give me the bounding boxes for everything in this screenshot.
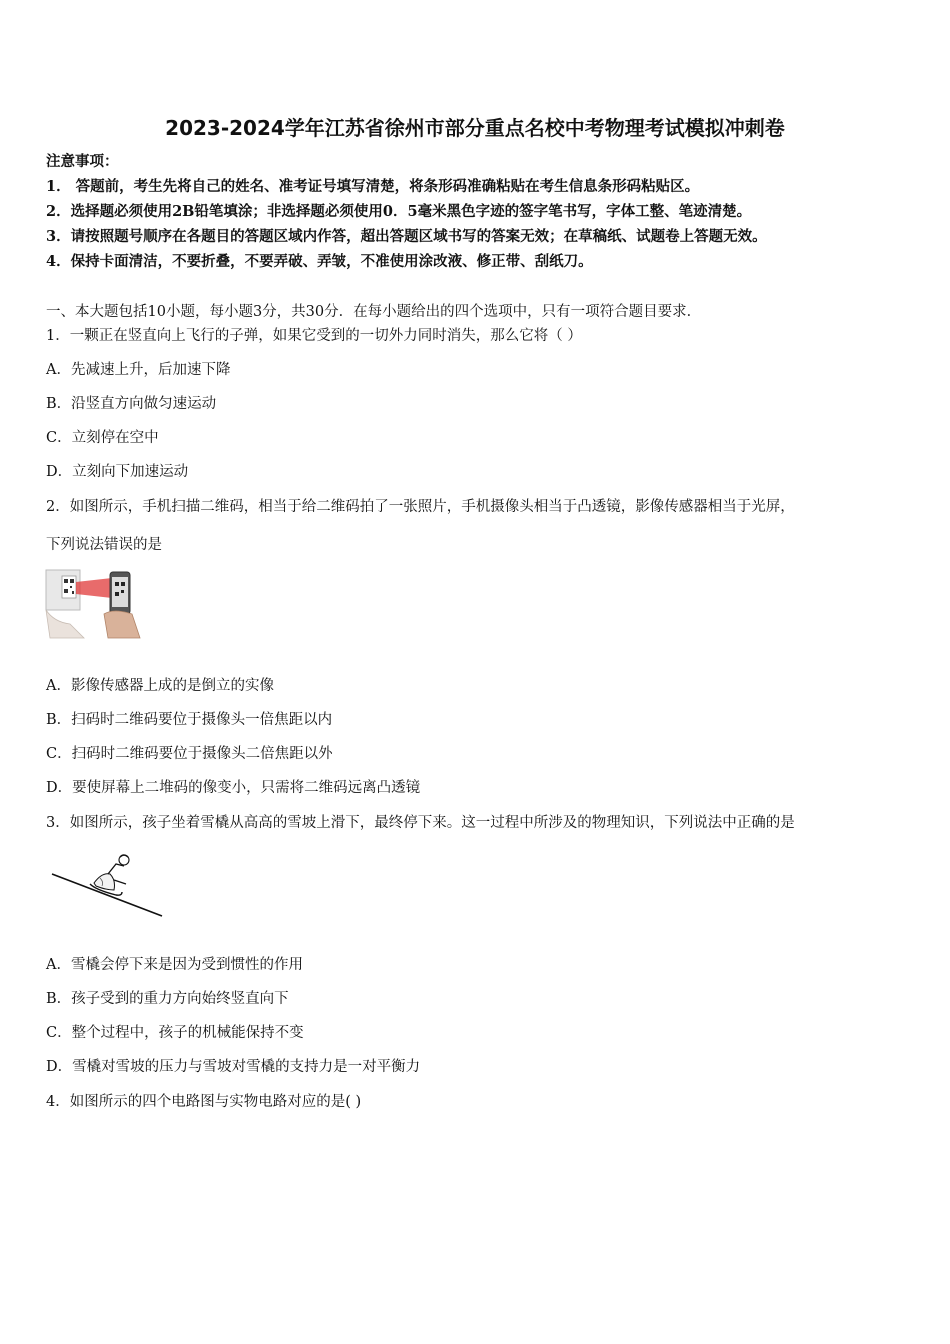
q2-stem-line-1: 2．如图所示，手机扫描二维码，相当于给二维码拍了一张照片，手机摄像头相当于凸透镜，影像传感器相当于光屏， xyxy=(46,499,795,515)
q3-stem: 3．如图所示，孩子坐着雪橇从高高的雪坡上滑下，最终停下来。这一过程中所涉及的物理知识，下列说法中正确的是 xyxy=(46,815,795,831)
q3-option-b: B．孩子受到的重力方向始终竖直向下 xyxy=(46,991,289,1007)
q2-option-a: A．影像传感器上成的是倒立的实像 xyxy=(46,678,274,694)
exam-title: 2023-2024学年江苏省徐州市部分重点名校中考物理考试模拟冲刺卷 xyxy=(165,116,785,140)
q2-option-d: D．要使屏幕上二堆码的像变小，只需将二维码远离凸透镜 xyxy=(46,780,421,796)
q3-option-d: D．雪橇对雪坡的压力与雪坡对雪橇的支持力是一对平衡力 xyxy=(46,1059,421,1075)
q4-stem: 4．如图所示的四个电路图与实物电路对应的是( ) xyxy=(46,1094,362,1110)
q3-option-a: A．雪橇会停下来是因为受到惯性的作用 xyxy=(46,957,303,973)
notice-item-4: 4．保持卡面清洁，不要折叠，不要弄破、弄皱，不准使用涂改液、修正带、刮纸刀。 xyxy=(46,253,593,270)
q3-option-c: C．整个过程中，孩子的机械能保持不变 xyxy=(46,1025,304,1041)
child-sled-slope-figure xyxy=(50,850,166,920)
notice-heading: 注意事项： xyxy=(46,153,119,170)
phone-scanning-qr-figure xyxy=(44,564,144,640)
section-1-heading: 一、本大题包括10小题，每小题3分，共30分．在每小题给出的四个选项中，只有一项符合题目要求． xyxy=(46,304,702,320)
notice-item-2: 2．选择题必须使用2B铅笔填涂；非选择题必须使用0．5毫米黑色字迹的签字笔书写，字体工整、笔迹清楚。 xyxy=(46,203,752,220)
q1-option-d: D．立刻向下加速运动 xyxy=(46,464,189,480)
q1-option-c: C．立刻停在空中 xyxy=(46,430,159,446)
q2-stem-line-2: 下列说法错误的是 xyxy=(46,537,162,553)
q1-option-a: A．先减速上升，后加速下降 xyxy=(46,362,231,378)
notice-item-1: 1． 答题前，考生先将自己的姓名、准考证号填写清楚，将条形码准确粘贴在考生信息条形码粘贴区。 xyxy=(46,178,700,195)
q1-option-b: B．沿竖直方向做匀速运动 xyxy=(46,396,217,412)
q2-option-c: C．扫码时二维码要位于摄像头二倍焦距以外 xyxy=(46,746,333,762)
q2-option-b: B．扫码时二维码要位于摄像头一倍焦距以内 xyxy=(46,712,333,728)
q1-stem: 1．一颗正在竖直向上飞行的子弹，如果它受到的一切外力同时消失，那么它将（ ） xyxy=(46,328,582,344)
notice-item-3: 3．请按照题号顺序在各题目的答题区域内作答，超出答题区域书写的答案无效；在草稿纸、试题卷上答题无效。 xyxy=(46,228,767,245)
